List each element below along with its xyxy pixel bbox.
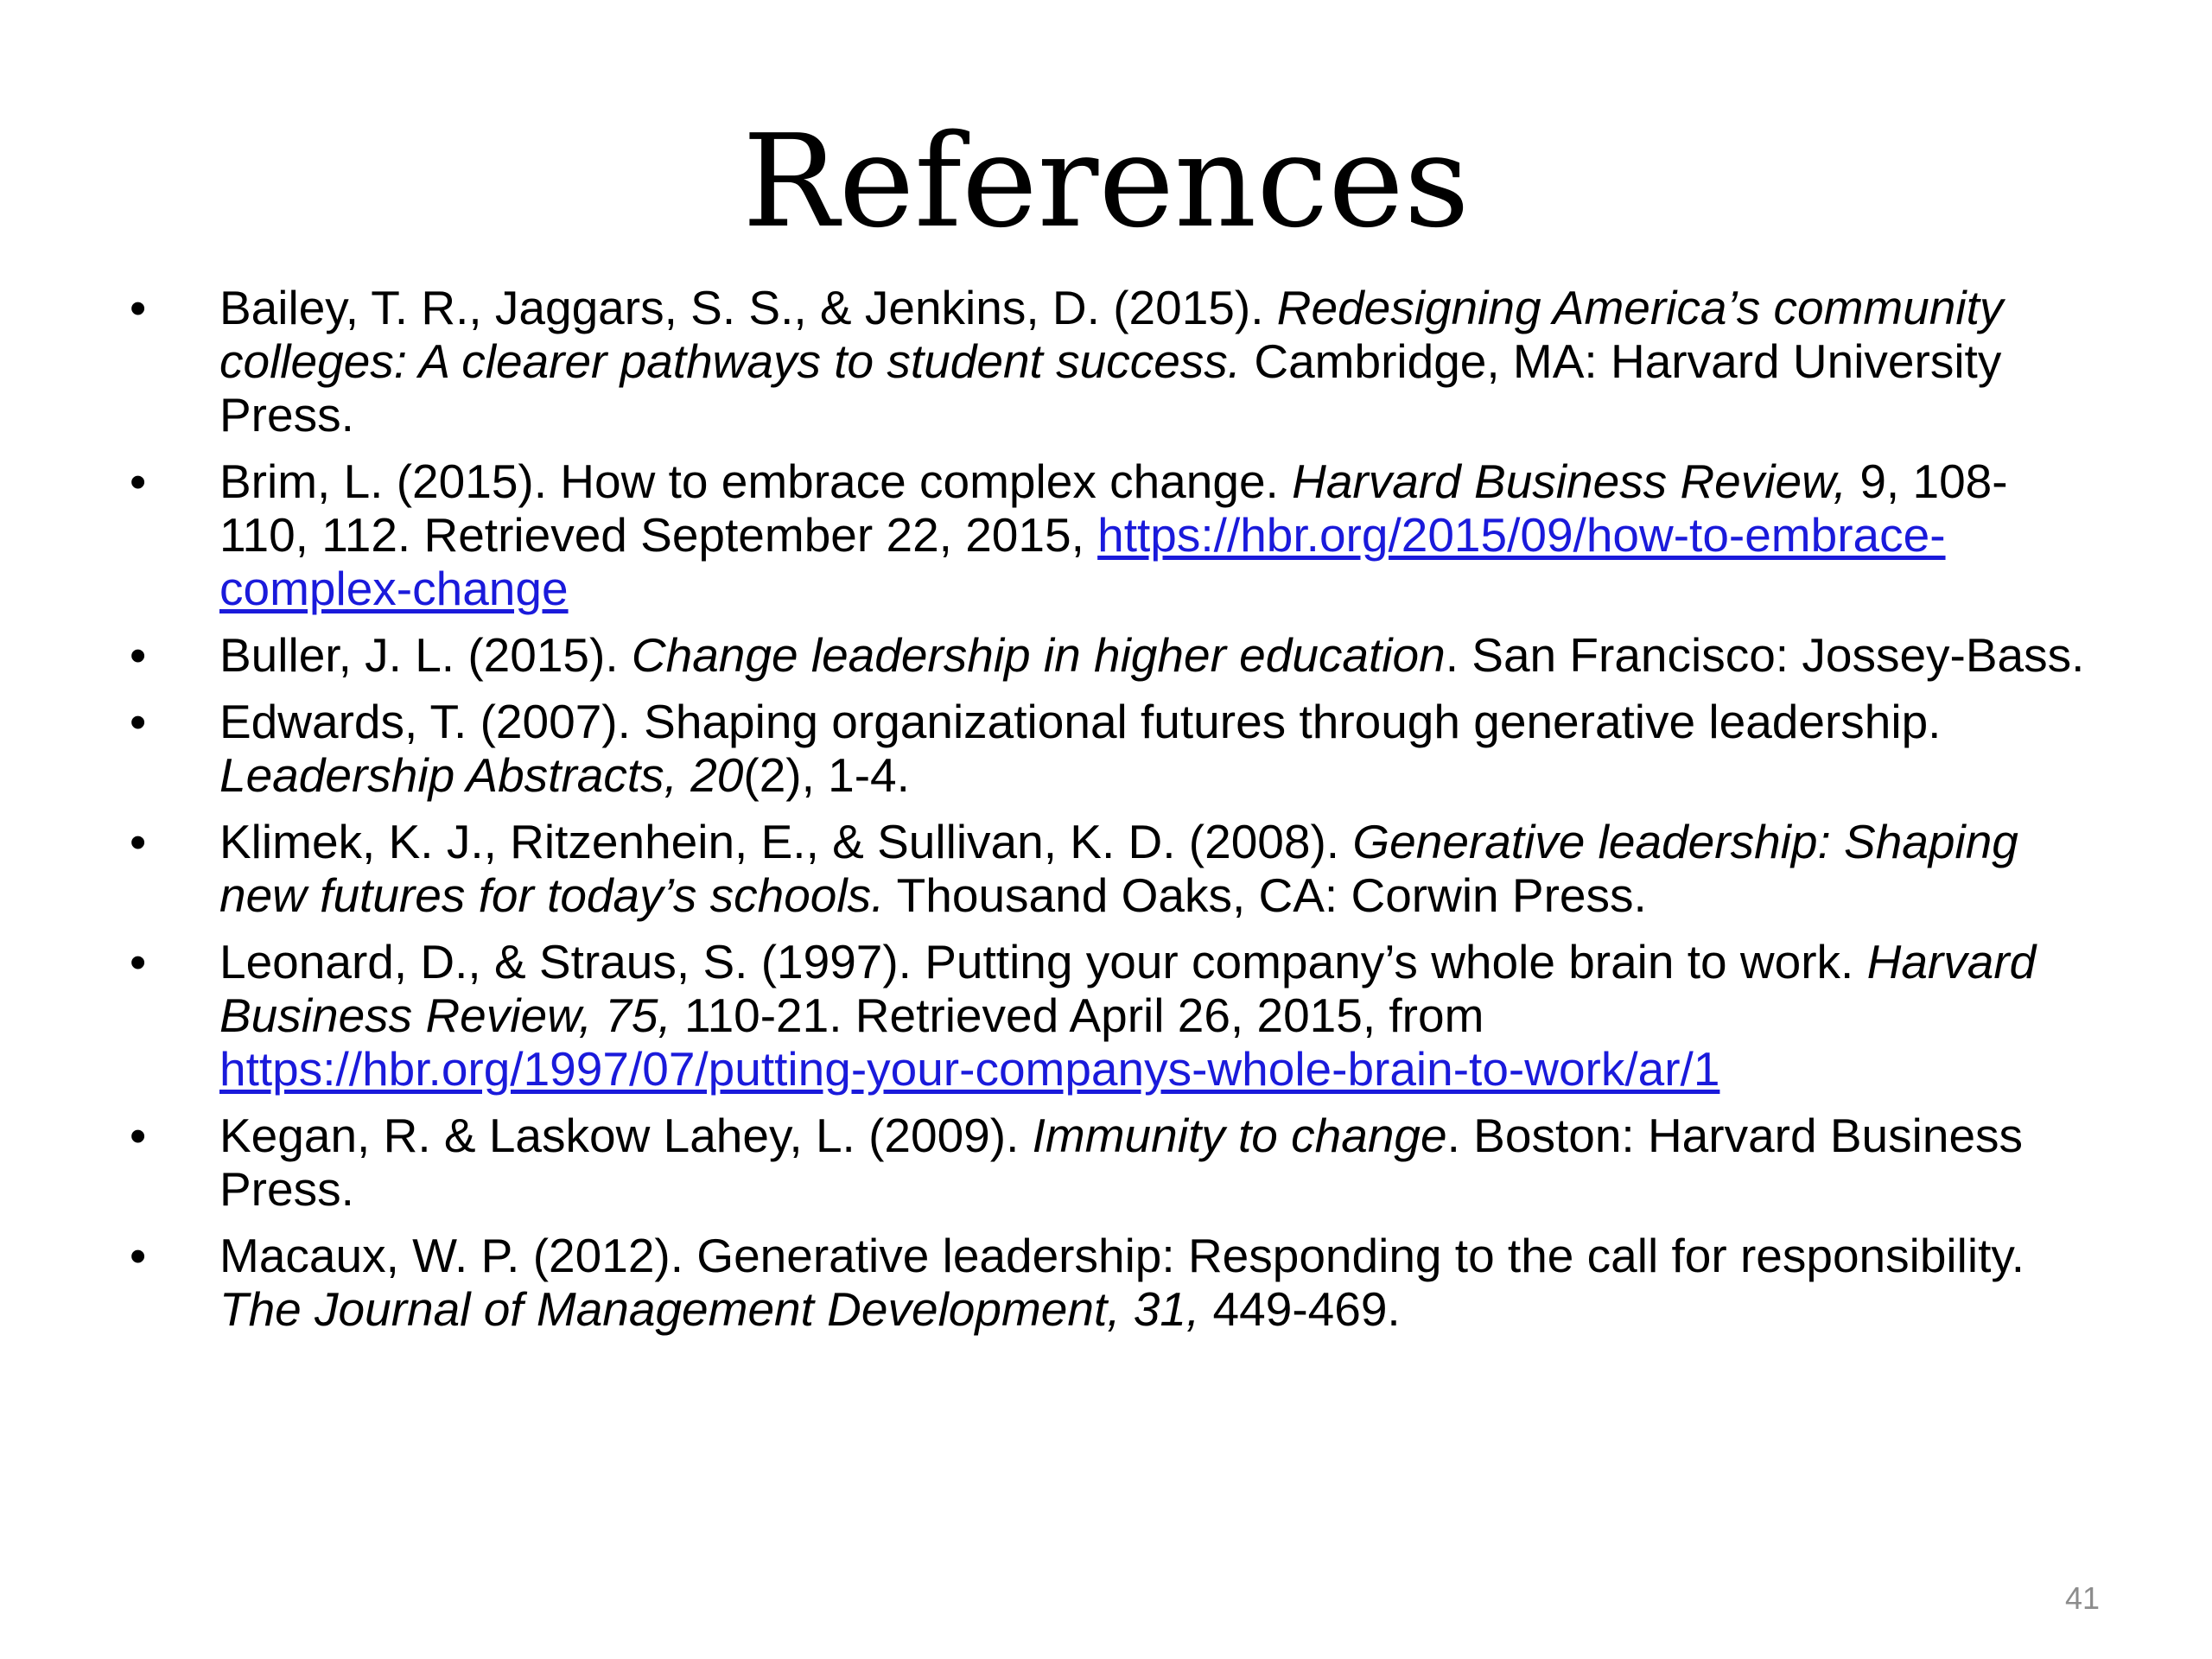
reference-text: Kegan, R. & Laskow Lahey, L. (2009). bbox=[219, 1109, 1033, 1162]
reference-item bbox=[130, 695, 2091, 802]
reference-item bbox=[130, 935, 2091, 1096]
bullet-icon: • bbox=[130, 281, 147, 334]
reference-title: Harvard Business Review, bbox=[1292, 454, 1847, 508]
reference-text: Leonard, D., & Straus, S. (1997). Putting your company’s whole brain to work. bbox=[219, 935, 1867, 988]
reference-text: . Boston: Harvard Business Press. bbox=[219, 1109, 2024, 1216]
bullet-icon: • bbox=[130, 695, 147, 748]
bullet-icon: • bbox=[130, 628, 147, 682]
reference-item bbox=[130, 1109, 2091, 1216]
reference-text: Thousand Oaks, CA: Corwin Press. bbox=[884, 868, 1647, 922]
reference-text: Klimek, K. J., Ritzenhein, E., & Sullivan, K. D. (2008). bbox=[219, 815, 1353, 868]
reference-item bbox=[130, 815, 2091, 922]
reference-text: 449-469. bbox=[1199, 1282, 1401, 1336]
bullet-icon: • bbox=[130, 815, 147, 868]
bullet-icon: • bbox=[130, 935, 147, 988]
reference-text: 110-21. Retrieved April 26, 2015, from bbox=[671, 988, 1484, 1042]
reference-item bbox=[130, 454, 2091, 615]
reference-title: Immunity to change bbox=[1032, 1109, 1447, 1162]
reference-title: Leadership Abstracts, 20 bbox=[219, 748, 744, 802]
reference-link[interactable]: https://hbr.org/1997/07/putting-your-companys-whole-brain-to-work/ar/1 bbox=[219, 1042, 1720, 1096]
reference-title: The Journal of Management Development, 31, bbox=[219, 1282, 1200, 1336]
reference-text: Cambridge, MA: Harvard University Press. bbox=[219, 334, 2002, 442]
reference-text: Edwards, T. (2007). Shaping organizational futures through generative leadership. bbox=[219, 695, 1942, 748]
reference-title: Harvard Business Review, 75, bbox=[219, 935, 2037, 1042]
reference-text: Buller, J. L. (2015). bbox=[219, 628, 632, 682]
page-number: 41 bbox=[2064, 1580, 2100, 1616]
reference-title: Generative leadership: Shaping new futures for today’s schools. bbox=[219, 815, 2018, 922]
reference-text: 9, 108-110, 112. Retrieved September 22, 2015, bbox=[219, 454, 2008, 562]
reference-text: . San Francisco: Jossey-Bass. bbox=[1445, 628, 2085, 682]
reference-item bbox=[130, 281, 2091, 442]
reference-item bbox=[130, 1229, 2091, 1336]
page-title: References bbox=[742, 107, 1470, 256]
bullet-icon: • bbox=[130, 1229, 147, 1282]
reference-list bbox=[130, 281, 2091, 1349]
reference-title: Change leadership in higher education bbox=[631, 628, 1446, 682]
reference-item bbox=[130, 628, 2091, 682]
reference-link[interactable]: https://hbr.org/2015/09/how-to-embrace-complex-change bbox=[219, 508, 1946, 615]
reference-text: Brim, L. (2015). How to embrace complex change. bbox=[219, 454, 1293, 508]
reference-text: Bailey, T. R., Jaggars, S. S., & Jenkins, D. (2015). bbox=[219, 281, 1277, 334]
reference-text: Macaux, W. P. (2012). Generative leadership: Responding to the call for responsibility. bbox=[219, 1229, 2025, 1282]
bullet-icon: • bbox=[130, 1109, 147, 1162]
bullet-icon: • bbox=[130, 454, 147, 508]
reference-title: Redesigning America’s community colleges: A clearer pathways to student success. bbox=[219, 281, 2004, 388]
reference-text: (2), 1-4. bbox=[743, 748, 910, 802]
